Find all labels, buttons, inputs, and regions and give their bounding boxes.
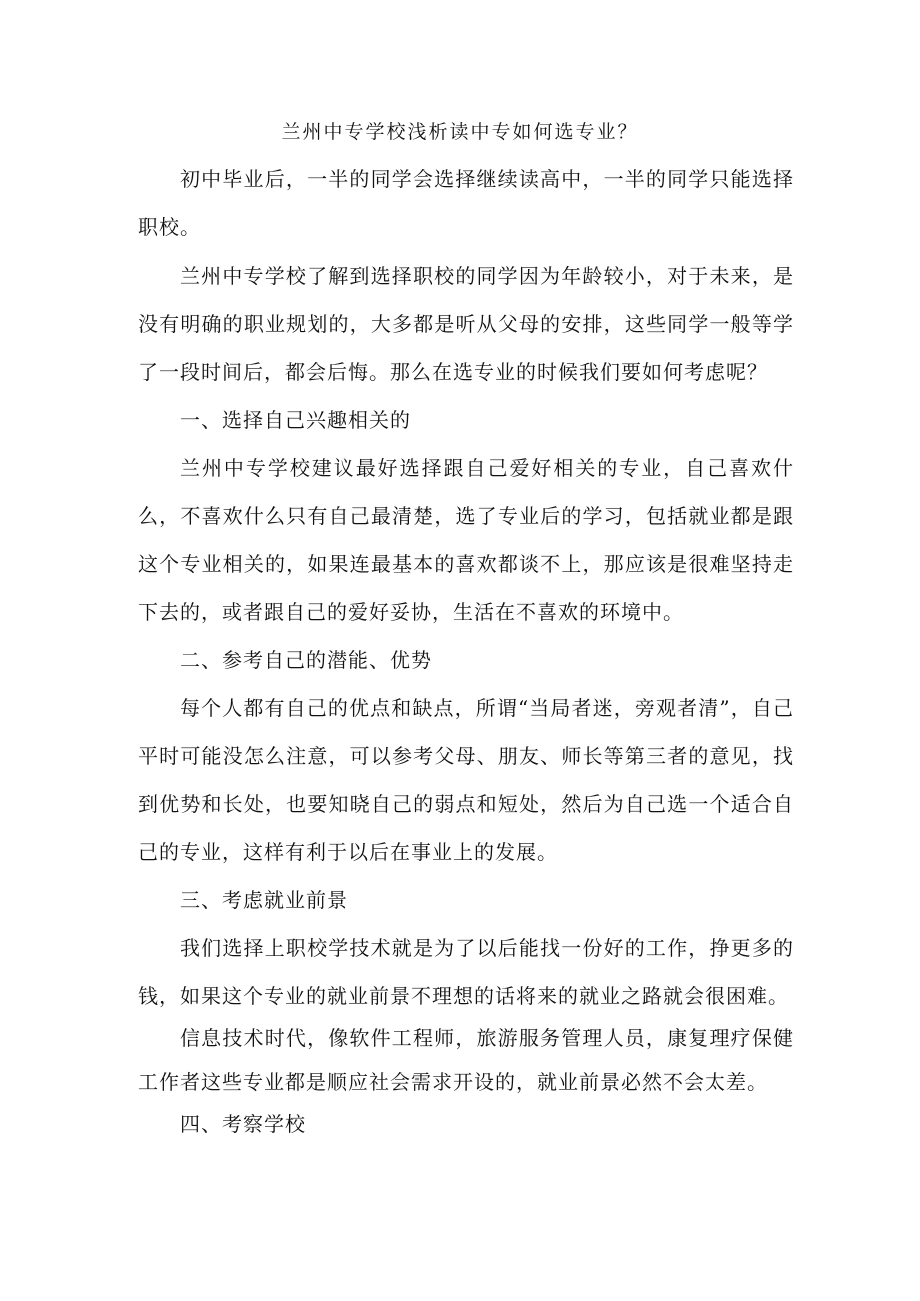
page-title: 兰州中专学校浅析读中专如何选专业？: [281, 121, 639, 143]
intro-paragraph-1: 初中毕业后，一半的同学会选择继续读高中，一半的同学只能选择职校。: [138, 167, 794, 239]
section-heading-1: 一、选择自己兴趣相关的: [180, 408, 411, 432]
section-heading-3: 三、考虑就业前景: [180, 888, 348, 912]
section-heading-2: 二、参考自己的潜能、优势: [180, 648, 432, 672]
intro-paragraph-2: 兰州中专学校了解到选择职校的同学因为年龄较小，对于未来，是没有明确的职业规划的，大多都是听从父母的安排，这些同学一般等学了一段时间后，都会后悔。那么在选专业的时候我们要如何考虑呢？: [138, 264, 794, 384]
section-body-1: 兰州中专学校建议最好选择跟自己爱好相关的专业，自己喜欢什么，不喜欢什么只有自己最清楚，选了专业后的学习，包括就业都是跟这个专业相关的，如果连最基本的喜欢都谈不上，那应该是很难坚持走下去的，或者跟自己的爱好妥协，生活在不喜欢的环境中。: [138, 456, 794, 624]
section-body-3: 我们选择上职校学技术就是为了以后能找一份好的工作，挣更多的钱，如果这个专业的就业前景不理想的话将来的就业之路就会很困难。: [138, 936, 794, 1008]
section-body-3b: 信息技术时代，像软件工程师，旅游服务管理人员，康复理疗保健工作者这些专业都是顺应社会需求开设的，就业前景必然不会太差。: [138, 1026, 794, 1094]
section-heading-4: 四、考察学校: [180, 1112, 306, 1136]
section-body-2: 每个人都有自己的优点和缺点，所谓“当局者迷，旁观者清”，自己平时可能没怎么注意，可以参考父母、朋友、师长等第三者的意见，找到优势和长处，也要知晓自己的弱点和短处，然后为自己选一个适合自己的专业，这样有利于以后在事业上的发展。: [138, 696, 794, 864]
